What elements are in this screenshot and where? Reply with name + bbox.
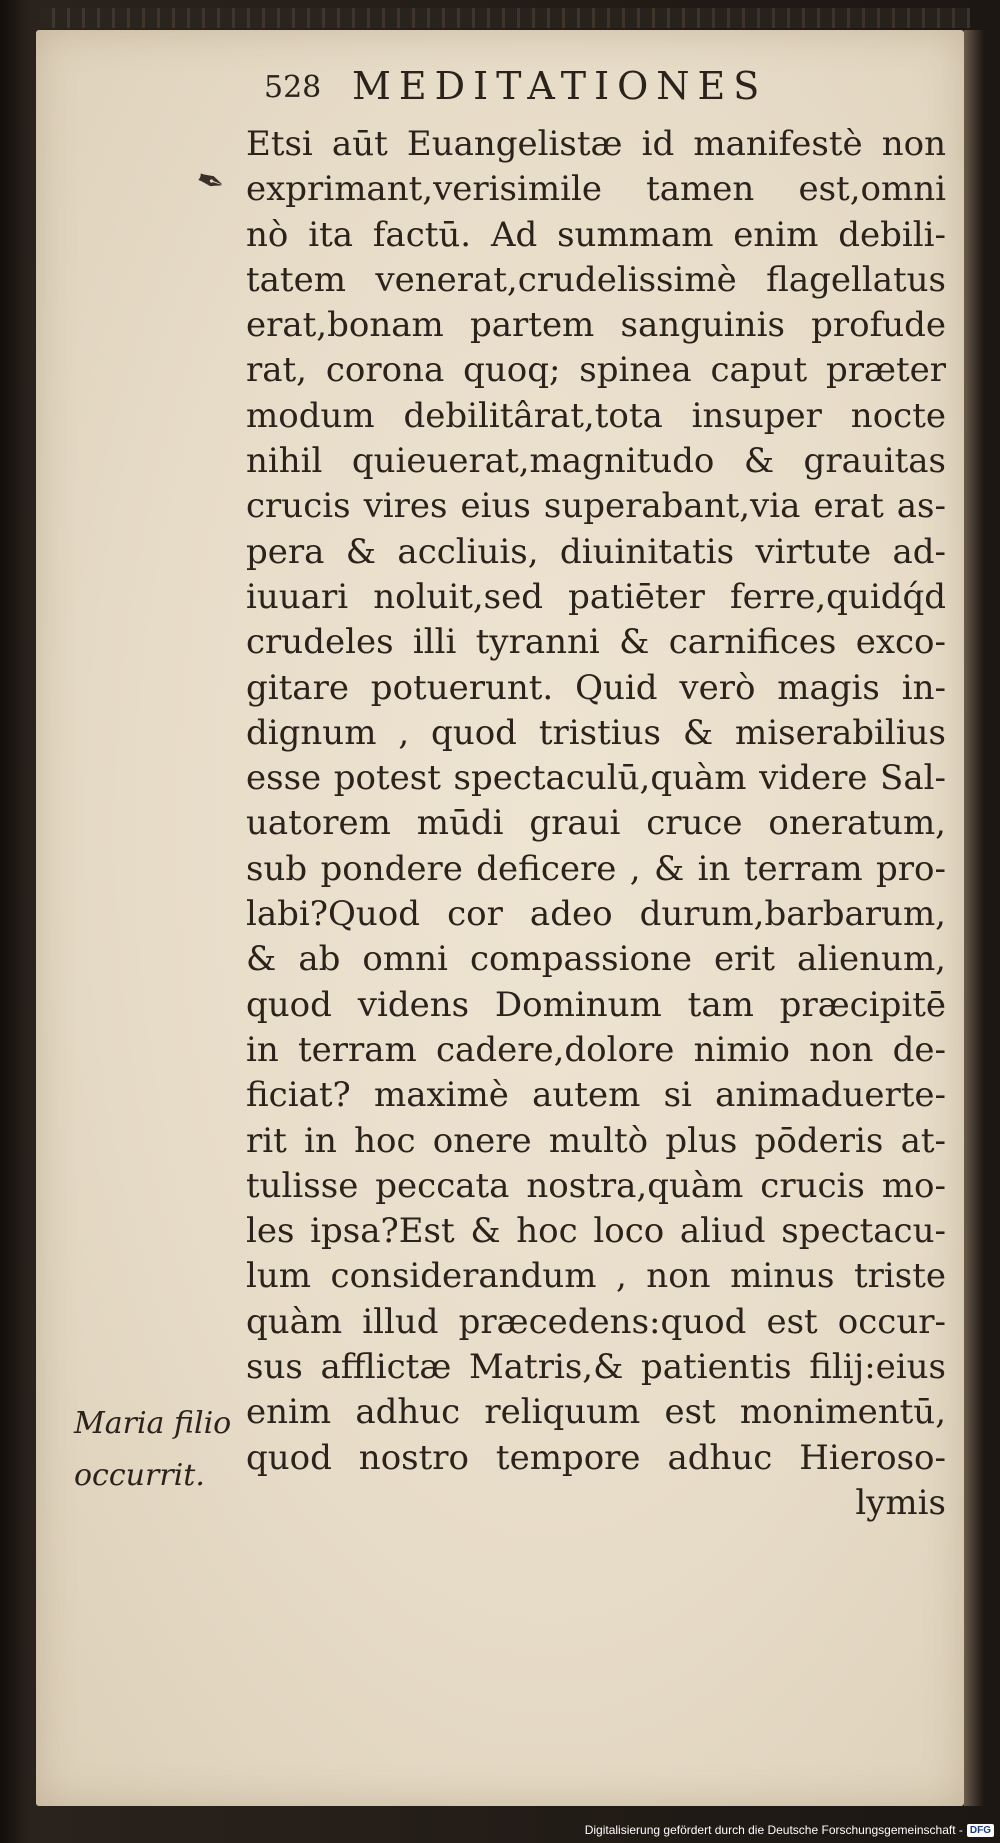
text-line: & ab omni compassione erit alienum, [246, 939, 946, 980]
running-title: MEDITATIONES [352, 64, 768, 108]
text-line: ficiat? maximè autem si animaduerte- [246, 1075, 946, 1116]
dfg-logo-icon: DFG [967, 1824, 994, 1837]
text-line: enim adhuc reliquum est monimentū, [246, 1392, 946, 1433]
credit-text: Digitalisierung gefördert durch die Deutsche Forschungsgemeinschaft - [584, 1823, 963, 1837]
page-edge-shadow [964, 30, 984, 1806]
text-line: esse potest spectaculū,quàm videre Sal- [246, 758, 946, 799]
text-line: quod nostro tempore adhuc Hieroso- [246, 1437, 946, 1478]
page-number: 528 [264, 70, 322, 105]
text-line: tulisse peccata nostra,quàm crucis mo- [246, 1165, 946, 1206]
text-line: nò ita factū. Ad summam enim debili- [246, 214, 946, 255]
text-line: sus afflictæ Matris,& patientis filij:eius [246, 1347, 946, 1388]
margin-note [74, 1398, 254, 1502]
text-line: labi?Quod cor adeo durum,barbarum, [246, 894, 946, 935]
margin-note-line: occurrit. [74, 1458, 205, 1493]
text-line: erat,bonam partem sanguinis profude [246, 305, 946, 346]
text-line: modum debilitârat,tota insuper nocte [246, 395, 946, 436]
text-line: rit in hoc onere multò plus pōderis at- [246, 1120, 946, 1161]
catchword: lymis [855, 1482, 946, 1523]
text-line: Etsi aūt Euangelistæ id manifestè non [246, 124, 946, 164]
text-line: pera & accliuis, diuinitatis virtute ad- [246, 531, 946, 572]
text-line: dignum , quod tristius & miserabilius [246, 712, 946, 753]
text-line: quàm illud præcedens:quod est occur- [246, 1301, 946, 1342]
text-line: tatem venerat,crudelissimè flagellatus [246, 259, 946, 300]
digitization-credit [585, 1823, 994, 1837]
text-line: gitare potuerunt. Quid verò magis in- [246, 667, 946, 708]
page-header [264, 56, 864, 116]
text-line: lum considerandum , non minus triste [246, 1256, 946, 1297]
scan-ruler-strip [40, 8, 970, 28]
text-line: in terram cadere,dolore nimio non de- [246, 1029, 946, 1070]
margin-note-line: Maria filio [74, 1406, 232, 1441]
text-line: les ipsa?Est & hoc loco aliud spectacu- [246, 1211, 946, 1252]
pencil-mark-icon: ✒ [190, 158, 231, 206]
text-line: sub pondere deficere , & in terram pro- [246, 848, 946, 889]
text-line: crucis vires eius superabant,via erat as- [246, 486, 946, 527]
text-line: nihil quieuerat,magnitudo & grauitas [246, 441, 946, 482]
text-line: uatorem mūdi graui cruce oneratum, [246, 803, 946, 844]
text-line: quod videns Dominum tam præcipitē [246, 984, 946, 1025]
text-line: crudeles illi tyranni & carnifices exco- [246, 622, 946, 663]
text-line: rat, corona quoq; spinea caput præter [246, 350, 946, 391]
body-text [246, 122, 946, 1526]
text-line: exprimant,verisimile tamen est,omni [246, 169, 946, 210]
text-line: iuuari noluit,sed patiēter ferre,quidq́d [246, 576, 946, 617]
